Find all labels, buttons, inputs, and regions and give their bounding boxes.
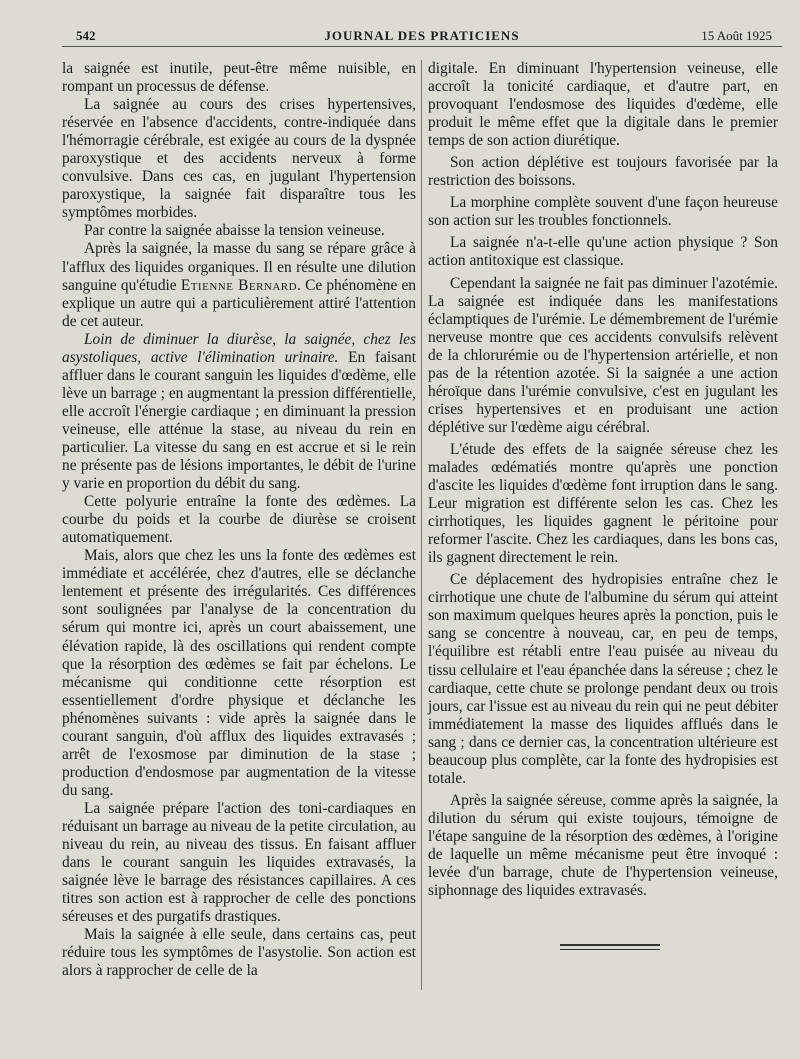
column-divider [421,60,422,990]
paragraph: Cependant la saignée ne fait pas diminuer l'azotémie. La saignée est indiquée dans les manifestations éclamptiques de l'urémie. Le démembrement de l'urémie nerveuse montre que ces accidents convulsifs relèvent de la chlorurémie ou de l'hypertension artérielle, et non pas de la rétention azotée. Si la saignée a une action héroïque dans l'urémie convulsive, c'est en jugulant les crises hypertensives et en produisant une action déplétive sur l'œdème aigu cérébral. [428,274,778,436]
page-header [62,28,782,47]
rule-line [560,944,660,946]
paragraph: digitale. En diminuant l'hypertension veineuse, elle accroît la tonicité cardiaque, et d'autre part, en provoquant l'endosmose des liquides d'œdème, elle produit le même effet que la digitale dans le premier temps de son action diurétique. [428,60,778,150]
page-number: 542 [76,28,96,43]
paragraph: Après la saignée séreuse, comme après la saignée, la dilution du sérum qui existe toujours, témoigne de l'étape sanguine de la résorption des œdèmes, à l'origine de laquelle un même mécanisme peut être invoqué : levée d'un barrage, chute de l'hypertension veineuse, siphonnage des liquides extravasés. [428,791,778,900]
paragraph-text: . Ce phénomène en explique un autre qui a particulièrement attiré l'attention de cet auteur. [62,276,416,330]
paragraph: La morphine complète souvent d'une façon heureuse son action sur les troubles fonctionnels. [428,194,778,230]
author-name: Etienne Bernard [180,276,298,294]
paragraph [62,331,416,493]
paragraph: La saignée prépare l'action des toni-cardiaques en réduisant un barrage au niveau de la petite circulation, au niveau du rein, au niveau des tissus. En faisant affluer dans le courant sanguin les liquides extravasés, la saignée lève le barrage des résistances capillaires. A ces titres son action est à rapprocher de celle des ponctions séreuses et des purgatifs drastiques. [62,799,416,926]
paragraph: L'étude des effets de la saignée séreuse chez les malades œdématiés montre qu'après une ponction d'ascite les liquides d'œdème font irruption dans le sang. Leur migration est différente selon les cas. Chez les cirrhotiques, les liquides gagnent le péritoine pour reformer l'ascite. Chez les cardiaques, dans les bons cas, ils gagnent directement le rein. [428,440,778,567]
paragraph: la saignée est inutile, peut-être même nuisible, en rompant un processus de défense. [62,60,416,96]
paragraph: Mais la saignée à elle seule, dans certains cas, peut réduire tous les symptômes de l'asystolie. Son action est alors à rapprocher de celle de la [62,926,416,980]
paragraph: La saignée au cours des crises hypertensives, réservée en l'absence d'accidents, contre-indiquée dans l'hémorragie cérébrale, est exigée au cours de la dyspnée paroxystique et des accidents nerveux à forme convulsive. Dans ces cas, en jugulant l'hypertension paroxystique, la saignée fait disparaître tous les symptômes morbides. [62,96,416,222]
italic-lead: Loin de diminuer la diurèse, la saignée, chez les asystoliques, active l'élimination urinaire. [62,330,416,366]
paragraph: La saignée n'a-t-elle qu'une action physique ? Son action antitoxique est classique. [428,234,778,270]
rule-line [560,949,660,950]
paragraph-text: Après la saignée, la masse du sang se répare grâce à l'afflux des liquides organiques. Il en résulte une dilution sanguine qu'étudie [62,240,416,294]
paragraph: Cette polyurie entraîne la fonte des œdèmes. La courbe du poids et la courbe de diurèse se croisent automatiquement. [62,493,416,547]
issue-date: 15 Août 1925 [701,28,772,43]
paragraph: Son action déplétive est toujours favorisée par la restriction des boissons. [428,154,778,190]
section-end-rule [560,944,660,950]
paragraph: Ce déplacement des hydropisies entraîne chez le cirrhotique une chute de l'albumine du sérum qui atteint son maximum quelques heures après la ponction, puis le sang se concentre à nouveau, car, en peu de temps, l'équilibre est rétabli entre l'eau puisée au niveau du tissu cellulaire et l'eau épanchée dans la séreuse ; chez le cardiaque, cette chute se prolonge pendant deux ou trois jours, car l'issue est au niveau du rein qui ne peut débiter immédiatement la masse des liquides afflués dans le sang ; dans ce dernier cas, la concentration ultérieure est beaucoup plus complète, car la fonte des hydropisies est totale. [428,571,778,787]
paragraph [62,240,416,330]
left-column [62,60,416,980]
paragraph-text: En faisant affluer dans le courant sanguin les liquides d'œdème, elle lève un barrage ; en augmentant la pression différentielle, elle accroît l'énergie cardiaque ; en diminuant la pression veineuse, elle atténue la stase, au niveau du rein en particulier. La vitesse du sang en est accrue et si le rein ne présente pas de lésions importantes, le débit de l'urine y varie en proportion du débit du sang. [62,348,416,493]
journal-title: JOURNAL DES PRATICIENS [324,28,520,43]
paragraph: Mais, alors que chez les uns la fonte des œdèmes est immédiate et accélérée, chez d'autres, elle se déclanche lentement et présente des irrégularités. Ces différences sont soulignées par l'analyse de la concentration du sérum qui montre ici, après un court abaissement, une élévation rapide, là des oscillations qui rendent compte que la résorption des œdèmes se fait par échelons. Le mécanisme qui conditionne cette résorption est essentiellement d'ordre physique et déclanche les phénomènes suivants : vide après la saignée dans le courant sanguin, d'où afflux des liquides extravasés ; arrêt de l'exosmose par diminution de la stase ; production d'endosmose par augmentation de la vitesse du sang. [62,547,416,799]
paragraph: Par contre la saignée abaisse la tension veineuse. [84,222,385,240]
right-column [428,60,778,900]
